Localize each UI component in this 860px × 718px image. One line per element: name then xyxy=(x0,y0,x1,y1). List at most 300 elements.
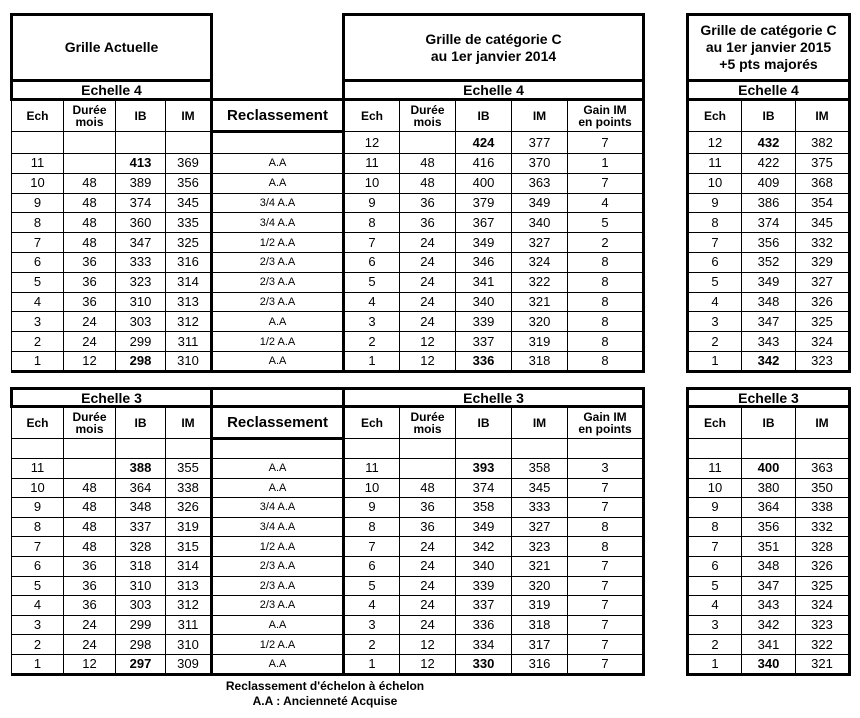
col-im: IM xyxy=(796,407,850,439)
table-row xyxy=(12,459,344,479)
cell-im: 350 xyxy=(796,478,850,498)
cell-ech: 11 xyxy=(688,154,742,174)
cell-ech: 6 xyxy=(688,556,742,576)
grid-2014-title: Grille de catégorie C au 1er janvier 2014 xyxy=(344,15,644,81)
cell-ech: 3 xyxy=(688,615,742,635)
cell-duree: 48 xyxy=(64,173,116,193)
cell-im: 368 xyxy=(796,173,850,193)
cell-ech: 8 xyxy=(12,517,64,537)
grid-2015-echelle3 xyxy=(686,387,851,676)
cell-ech: 6 xyxy=(12,252,64,272)
cell-ech: 11 xyxy=(688,459,742,479)
cell-duree: 12 xyxy=(400,332,456,352)
cell-ech: 3 xyxy=(344,312,400,332)
cell-duree: 24 xyxy=(400,292,456,312)
cell-ech: 10 xyxy=(688,478,742,498)
table-row xyxy=(688,252,850,272)
cell-im: 313 xyxy=(166,292,212,312)
cell-ib: 303 xyxy=(116,312,166,332)
cell-ib: 422 xyxy=(742,154,796,174)
cell-im: 322 xyxy=(512,272,568,292)
cell-im: 325 xyxy=(166,233,212,253)
cell-gain: 8 xyxy=(568,252,644,272)
cell-gain: 3 xyxy=(568,459,644,479)
col-ech: Ech xyxy=(344,407,400,439)
cell-duree xyxy=(400,459,456,479)
cell-ib: 356 xyxy=(742,517,796,537)
cell-im: 311 xyxy=(166,615,212,635)
col-ib: IB xyxy=(742,100,796,132)
cell-ib: 347 xyxy=(116,233,166,253)
cell-gain: 4 xyxy=(568,193,644,213)
cell-ib: 347 xyxy=(742,576,796,596)
cell-duree: 24 xyxy=(64,312,116,332)
cell-gain: 7 xyxy=(568,498,644,518)
cell-im: 315 xyxy=(166,537,212,557)
table-row xyxy=(344,654,644,674)
cell-ib: 343 xyxy=(742,332,796,352)
cell-ib: 374 xyxy=(456,478,512,498)
cell-reclass: 1/2 A.A xyxy=(212,332,344,352)
table-row xyxy=(344,154,644,174)
cell-gain: 7 xyxy=(568,576,644,596)
table-row xyxy=(688,351,850,371)
cell-ech: 8 xyxy=(688,517,742,537)
cell-duree: 24 xyxy=(400,615,456,635)
cell-im: 319 xyxy=(512,332,568,352)
cell-ib: 379 xyxy=(456,193,512,213)
cell-duree: 24 xyxy=(400,272,456,292)
cell-reclass: A.A xyxy=(212,478,344,498)
cell-ib: 409 xyxy=(742,173,796,193)
cell-duree: 36 xyxy=(64,272,116,292)
cell-im: 318 xyxy=(512,615,568,635)
cell-duree: 12 xyxy=(400,635,456,655)
table-row xyxy=(688,154,850,174)
cell-ib: 334 xyxy=(456,635,512,655)
cell-duree: 48 xyxy=(400,173,456,193)
cell-im: 318 xyxy=(512,351,568,371)
table-row xyxy=(12,615,344,635)
col-ib: IB xyxy=(456,407,512,439)
cell-reclass: A.A xyxy=(212,312,344,332)
cell-ech: 6 xyxy=(344,252,400,272)
cell-ib: 349 xyxy=(456,233,512,253)
col-duree: Durée mois xyxy=(400,100,456,132)
cell-im: 324 xyxy=(796,332,850,352)
cell-im: 310 xyxy=(166,635,212,655)
cell-ib: 400 xyxy=(456,173,512,193)
cell-ech: 5 xyxy=(12,576,64,596)
cell-duree: 12 xyxy=(400,654,456,674)
col-im: IM xyxy=(166,100,212,132)
table-row xyxy=(688,498,850,518)
cell-ech: 5 xyxy=(688,576,742,596)
col-duree: Durée mois xyxy=(400,407,456,439)
cell-im: 345 xyxy=(166,193,212,213)
table-row xyxy=(12,292,344,312)
table-row xyxy=(12,576,344,596)
cell-ech: 9 xyxy=(12,193,64,213)
cell-ech: 11 xyxy=(12,154,64,174)
table-row: 12 424 377 7 xyxy=(344,132,644,154)
cell-ib: 337 xyxy=(456,332,512,352)
cell-gain: 7 xyxy=(568,615,644,635)
cell-ech: 3 xyxy=(12,312,64,332)
cell-ib: 342 xyxy=(742,351,796,371)
table-row xyxy=(12,537,344,557)
cell-im: 363 xyxy=(796,459,850,479)
cell-ech: 2 xyxy=(12,332,64,352)
cell-im: 316 xyxy=(166,252,212,272)
current-grid-title: Grille Actuelle xyxy=(12,15,212,81)
cell-duree: 24 xyxy=(400,312,456,332)
table-row xyxy=(688,292,850,312)
table-row xyxy=(12,173,344,193)
cell-im: 354 xyxy=(796,193,850,213)
cell-ib: 333 xyxy=(116,252,166,272)
cell-ech: 2 xyxy=(344,332,400,352)
cell-im: 369 xyxy=(166,154,212,174)
col-reclassement: Reclassement xyxy=(212,407,344,439)
cell-ib: 413 xyxy=(116,154,166,174)
cell-gain: 8 xyxy=(568,537,644,557)
col-ech: Ech xyxy=(12,100,64,132)
cell-ech: 4 xyxy=(12,596,64,616)
table-row xyxy=(344,615,644,635)
cell-im: 313 xyxy=(166,576,212,596)
col-duree: Durée mois xyxy=(64,407,116,439)
cell-ech: 10 xyxy=(12,478,64,498)
cell-ech: 6 xyxy=(12,556,64,576)
grid-2014-echelle4 xyxy=(342,13,645,373)
table-row xyxy=(688,596,850,616)
cell-ib: 310 xyxy=(116,292,166,312)
cell-im: 327 xyxy=(796,272,850,292)
cell-ech: 5 xyxy=(12,272,64,292)
cell-gain: 2 xyxy=(568,233,644,253)
cell-im: 332 xyxy=(796,233,850,253)
cell-im: 322 xyxy=(796,635,850,655)
cell-duree: 12 xyxy=(64,351,116,371)
cell-ib: 389 xyxy=(116,173,166,193)
cell-ech: 9 xyxy=(12,498,64,518)
table-row xyxy=(12,252,344,272)
table-row xyxy=(344,173,644,193)
cell-im: 319 xyxy=(166,517,212,537)
cell-im: 349 xyxy=(512,193,568,213)
cell-im: 326 xyxy=(166,498,212,518)
cell-ech: 10 xyxy=(688,173,742,193)
cell-duree: 36 xyxy=(64,292,116,312)
cell-ech: 7 xyxy=(688,233,742,253)
cell-ech: 3 xyxy=(688,312,742,332)
cell-duree: 24 xyxy=(400,596,456,616)
table-row xyxy=(344,292,644,312)
cell-ech: 3 xyxy=(12,615,64,635)
cell-im: 325 xyxy=(796,576,850,596)
grid-2015-scale-label: Echelle 3 xyxy=(688,389,850,407)
cell-im: 325 xyxy=(796,312,850,332)
grid-2014-echelle3 xyxy=(342,387,645,676)
cell-im: 321 xyxy=(512,292,568,312)
table-row xyxy=(12,154,344,174)
cell-im: 320 xyxy=(512,312,568,332)
cell-ech: 5 xyxy=(344,576,400,596)
table-row xyxy=(12,517,344,537)
table-row xyxy=(12,312,344,332)
cell-im: 321 xyxy=(796,654,850,674)
cell-ib: 367 xyxy=(456,213,512,233)
cell-im: 356 xyxy=(166,173,212,193)
cell-ech: 11 xyxy=(344,459,400,479)
grid-2015-echelle4-rows xyxy=(688,154,850,372)
cell-gain: 7 xyxy=(568,635,644,655)
cell-ib: 348 xyxy=(742,292,796,312)
col-ib: IB xyxy=(116,100,166,132)
cell-duree: 36 xyxy=(64,596,116,616)
cell-duree: 48 xyxy=(400,154,456,174)
cell-ech: 1 xyxy=(344,351,400,371)
cell-ib: 416 xyxy=(456,154,512,174)
cell-im: 327 xyxy=(512,517,568,537)
cell-ech: 11 xyxy=(12,459,64,479)
cell-ech: 9 xyxy=(344,498,400,518)
table-row xyxy=(344,272,644,292)
cell-im: 340 xyxy=(512,213,568,233)
cell-ech: 4 xyxy=(688,596,742,616)
cell-ib: 388 xyxy=(116,459,166,479)
cell-ech: 7 xyxy=(344,537,400,557)
cell-ib: 374 xyxy=(742,213,796,233)
cell-ech: 9 xyxy=(688,498,742,518)
table-row xyxy=(344,233,644,253)
cell-im: 355 xyxy=(166,459,212,479)
cell-ech: 8 xyxy=(688,213,742,233)
cell-ech: 5 xyxy=(688,272,742,292)
cell-ech: 2 xyxy=(12,635,64,655)
current-echelle3-rows xyxy=(12,459,344,675)
cell-gain: 8 xyxy=(568,332,644,352)
cell-ech: 1 xyxy=(12,351,64,371)
current-echelle4-rows xyxy=(12,154,344,372)
table-row xyxy=(688,312,850,332)
col-gain: Gain IM en points xyxy=(568,407,644,439)
table-row xyxy=(688,459,850,479)
cell-reclass: 3/4 A.A xyxy=(212,213,344,233)
col-im: IM xyxy=(796,100,850,132)
cell-duree: 24 xyxy=(64,635,116,655)
cell-im: 310 xyxy=(166,351,212,371)
cell-im: 335 xyxy=(166,213,212,233)
cell-im: 345 xyxy=(796,213,850,233)
cell-ib: 393 xyxy=(456,459,512,479)
cell-ib: 323 xyxy=(116,272,166,292)
cell-duree: 48 xyxy=(64,537,116,557)
grid-2014-echelle3-rows xyxy=(344,459,644,675)
cell-ib: 348 xyxy=(116,498,166,518)
cell-gain: 5 xyxy=(568,213,644,233)
cell-gain: 7 xyxy=(568,654,644,674)
table-row xyxy=(12,635,344,655)
cell-ib: 328 xyxy=(116,537,166,557)
cell-ib: 336 xyxy=(456,351,512,371)
cell-duree: 36 xyxy=(400,193,456,213)
cell-ech: 7 xyxy=(344,233,400,253)
cell-duree: 24 xyxy=(64,332,116,352)
table-row xyxy=(12,478,344,498)
cell-ech: 10 xyxy=(344,478,400,498)
table-row xyxy=(688,193,850,213)
cell-ech: 7 xyxy=(12,537,64,557)
table-row xyxy=(344,193,644,213)
cell-duree: 48 xyxy=(64,193,116,213)
cell-ib: 340 xyxy=(456,556,512,576)
cell-duree xyxy=(64,154,116,174)
cell-ech: 4 xyxy=(12,292,64,312)
table-row: 12 432 382 xyxy=(688,132,850,154)
cell-ib: 342 xyxy=(456,537,512,557)
cell-reclass: 1/2 A.A xyxy=(212,635,344,655)
cell-ib: 346 xyxy=(456,252,512,272)
cell-ib: 336 xyxy=(456,615,512,635)
col-ech: Ech xyxy=(12,407,64,439)
cell-ib: 342 xyxy=(742,615,796,635)
grid-2015-echelle3-rows xyxy=(688,459,850,675)
cell-reclass: 2/3 A.A xyxy=(212,292,344,312)
table-row xyxy=(344,312,644,332)
table-row xyxy=(12,233,344,253)
cell-im: 312 xyxy=(166,596,212,616)
table-row xyxy=(344,517,644,537)
cell-ib: 339 xyxy=(456,312,512,332)
cell-ib: 400 xyxy=(742,459,796,479)
table-row xyxy=(12,351,344,371)
grid-2015-title: Grille de catégorie C au 1er janvier 2015 +5 pts majorés xyxy=(688,15,850,81)
cell-im: 326 xyxy=(796,556,850,576)
cell-gain: 7 xyxy=(568,173,644,193)
cell-ib: 303 xyxy=(116,596,166,616)
cell-duree: 24 xyxy=(400,537,456,557)
cell-im: 326 xyxy=(796,292,850,312)
cell-im: 332 xyxy=(796,517,850,537)
cell-ib: 348 xyxy=(742,556,796,576)
table-row xyxy=(688,233,850,253)
cell-ech: 4 xyxy=(344,292,400,312)
cell-duree: 48 xyxy=(64,498,116,518)
cell-duree: 12 xyxy=(400,351,456,371)
table-row xyxy=(688,537,850,557)
cell-gain: 7 xyxy=(568,478,644,498)
cell-reclass: 3/4 A.A xyxy=(212,498,344,518)
cell-ib: 349 xyxy=(742,272,796,292)
col-reclassement: Reclassement xyxy=(212,100,344,132)
table-row xyxy=(344,351,644,371)
cell-duree: 36 xyxy=(64,576,116,596)
current-grid-echelle3 xyxy=(10,387,345,676)
cell-ib: 310 xyxy=(116,576,166,596)
cell-ib: 298 xyxy=(116,635,166,655)
cell-gain: 8 xyxy=(568,517,644,537)
cell-reclass: 3/4 A.A xyxy=(212,517,344,537)
cell-gain: 7 xyxy=(568,596,644,616)
cell-ib: 358 xyxy=(456,498,512,518)
cell-ech: 8 xyxy=(344,517,400,537)
table-row xyxy=(688,478,850,498)
cell-ib: 299 xyxy=(116,615,166,635)
cell-reclass: 2/3 A.A xyxy=(212,576,344,596)
cell-ech: 7 xyxy=(12,233,64,253)
table-row xyxy=(344,478,644,498)
cell-im: 323 xyxy=(512,537,568,557)
cell-ib: 340 xyxy=(456,292,512,312)
cell-gain: 8 xyxy=(568,292,644,312)
table-row xyxy=(688,654,850,674)
cell-im: 311 xyxy=(166,332,212,352)
cell-duree: 48 xyxy=(64,213,116,233)
cell-ib: 364 xyxy=(116,478,166,498)
cell-reclass: 1/2 A.A xyxy=(212,233,344,253)
cell-duree: 36 xyxy=(400,498,456,518)
table-row xyxy=(12,654,344,674)
cell-duree: 48 xyxy=(64,478,116,498)
cell-im: 338 xyxy=(796,498,850,518)
cell-ech: 9 xyxy=(688,193,742,213)
cell-duree: 48 xyxy=(64,233,116,253)
cell-duree: 24 xyxy=(400,233,456,253)
cell-reclass: 1/2 A.A xyxy=(212,537,344,557)
col-ech: Ech xyxy=(688,100,742,132)
cell-im: 358 xyxy=(512,459,568,479)
cell-ech: 9 xyxy=(344,193,400,213)
grid-2014-echelle4-rows xyxy=(344,154,644,372)
cell-reclass: A.A xyxy=(212,351,344,371)
current-scale-label: Echelle 3 xyxy=(12,389,212,407)
table-row xyxy=(688,576,850,596)
cell-ib: 337 xyxy=(456,596,512,616)
cell-im: 324 xyxy=(796,596,850,616)
cell-duree: 48 xyxy=(400,478,456,498)
cell-reclass: 2/3 A.A xyxy=(212,596,344,616)
cell-im: 314 xyxy=(166,556,212,576)
cell-reclass: A.A xyxy=(212,173,344,193)
cell-reclass: A.A xyxy=(212,459,344,479)
cell-ib: 349 xyxy=(456,517,512,537)
cell-im: 321 xyxy=(512,556,568,576)
footnote-reclassement: Reclassement d'échelon à échelon xyxy=(225,679,425,693)
cell-ib: 299 xyxy=(116,332,166,352)
cell-im: 345 xyxy=(512,478,568,498)
col-duree: Durée mois xyxy=(64,100,116,132)
table-row xyxy=(12,193,344,213)
cell-ib: 330 xyxy=(456,654,512,674)
table-row xyxy=(12,213,344,233)
table-row xyxy=(688,272,850,292)
cell-im: 312 xyxy=(166,312,212,332)
cell-ech: 4 xyxy=(688,292,742,312)
current-grid-echelle4 xyxy=(10,13,345,373)
grid-2014-scale-label: Echelle 4 xyxy=(344,81,644,100)
cell-im: 324 xyxy=(512,252,568,272)
cell-im: 314 xyxy=(166,272,212,292)
table-row xyxy=(688,556,850,576)
table-row xyxy=(688,213,850,233)
cell-ech: 6 xyxy=(344,556,400,576)
cell-im: 320 xyxy=(512,576,568,596)
cell-reclass: A.A xyxy=(212,654,344,674)
cell-ib: 339 xyxy=(456,576,512,596)
cell-duree: 24 xyxy=(400,576,456,596)
